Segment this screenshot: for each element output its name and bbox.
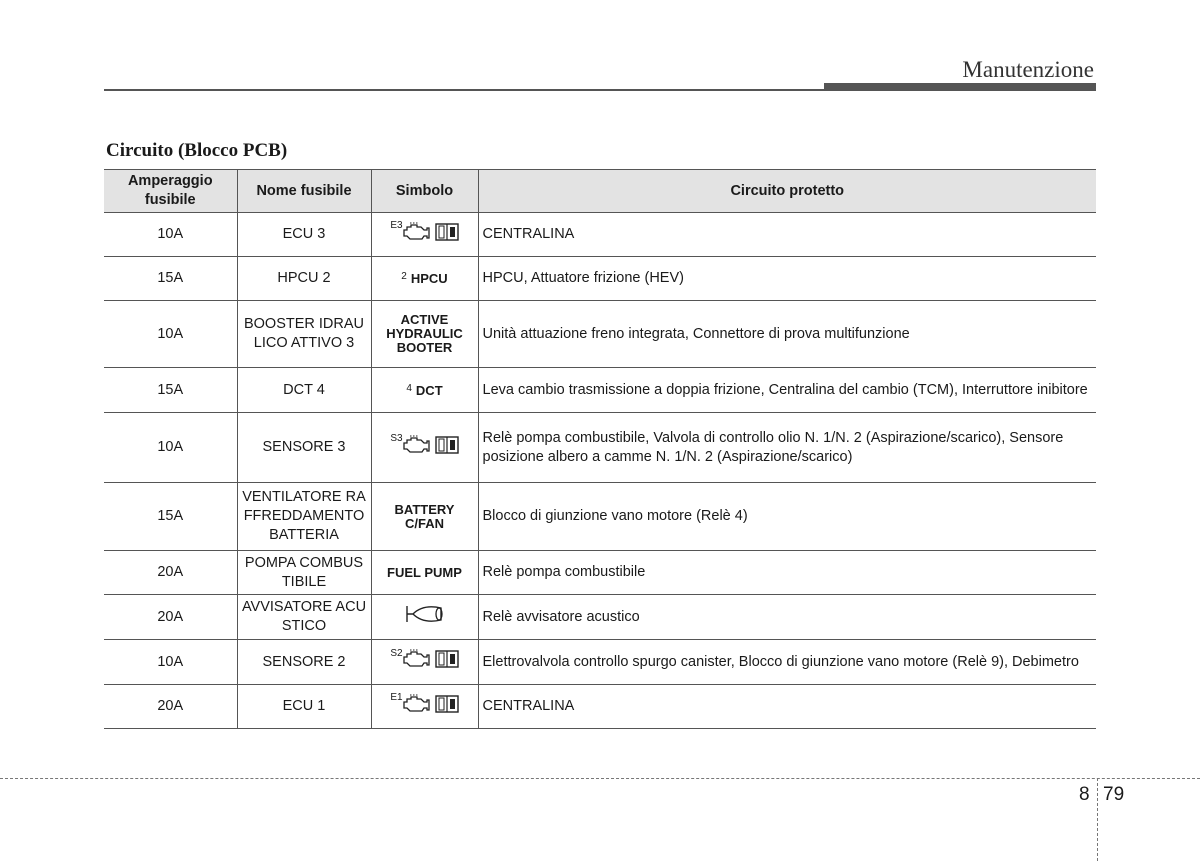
column-header-circuit: Circuito protetto	[478, 170, 1096, 213]
table-row	[104, 413, 1096, 483]
amperage-cell: 20A	[104, 685, 237, 729]
symbol-cell	[371, 685, 478, 729]
symbol-text: HPCU	[410, 271, 448, 286]
symbol-superscript: 4	[406, 382, 412, 394]
table-row	[104, 595, 1096, 640]
fuse-symbol	[376, 313, 474, 355]
table-row	[104, 685, 1096, 729]
header-rule	[104, 89, 1096, 91]
fuse-symbol	[376, 566, 474, 580]
amperage-cell: 15A	[104, 257, 237, 301]
column-header-amperage: Amperaggio fusibile	[104, 170, 237, 213]
column-header-symbol: Simbolo	[371, 170, 478, 213]
circuit-cell: Relè avvisatore acustico	[478, 595, 1096, 640]
circuit-cell: Leva cambio trasmissione a doppia frizione, Centralina del cambio (TCM), Interruttore inibitore	[478, 368, 1096, 413]
symbol-text: BATTERY C/FAN	[394, 501, 455, 531]
fuse-name-cell: ECU 1	[237, 685, 371, 729]
fuse-name-cell: HPCU 2	[237, 257, 371, 301]
amperage-cell: 15A	[104, 368, 237, 413]
symbol-code: S3	[390, 433, 403, 444]
fuse-name-cell: DCT 4	[237, 368, 371, 413]
column-header-fuse-name: Nome fusibile	[237, 170, 371, 213]
symbol-text: ACTIVE HYDRAULIC BOOTER	[386, 312, 463, 355]
fuse-symbol	[376, 381, 474, 400]
amperage-cell: 10A	[104, 640, 237, 685]
fuse-symbol	[376, 269, 474, 288]
manual-book-icon	[435, 694, 459, 720]
circuit-cell: Unità attuazione freno integrata, Connettore di prova multifunzione	[478, 301, 1096, 368]
fuse-name-cell: SENSORE 2	[237, 640, 371, 685]
symbol-cell	[371, 640, 478, 685]
fuse-symbol	[376, 435, 474, 461]
manual-book-icon	[435, 649, 459, 675]
circuit-cell: Blocco di giunzione vano motore (Relè 4)	[478, 483, 1096, 551]
symbol-text: FUEL PUMP	[387, 564, 462, 580]
table-row	[104, 640, 1096, 685]
symbol-cell	[371, 595, 478, 640]
fuse-table	[104, 169, 1096, 729]
fuse-name-cell: BOOSTER IDRAULICO ATTIVO 3	[237, 301, 371, 368]
fuse-name-cell: AVVISATORE ACUSTICO	[237, 595, 371, 640]
table-row	[104, 257, 1096, 301]
symbol-cell	[371, 483, 478, 551]
symbol-cell	[371, 213, 478, 257]
fuse-name-cell: SENSORE 3	[237, 413, 371, 483]
table-row	[104, 213, 1096, 257]
amperage-cell: 10A	[104, 213, 237, 257]
circuit-cell: HPCU, Attuatore frizione (HEV)	[478, 257, 1096, 301]
fuse-name-cell: POMPA COMBUSTIBILE	[237, 551, 371, 595]
engine-icon	[401, 435, 431, 461]
fuse-name-cell: VENTILATORE RAFFREDDAMENTO BATTERIA	[237, 483, 371, 551]
manual-book-icon	[435, 435, 459, 461]
manual-book-icon	[435, 222, 459, 248]
horn-icon	[405, 602, 445, 632]
table-row	[104, 301, 1096, 368]
symbol-code: E3	[390, 220, 403, 231]
symbol-superscript: 2	[401, 271, 407, 282]
engine-icon	[401, 222, 431, 248]
page-header-title: Manutenzione	[962, 57, 1094, 82]
amperage-cell: 20A	[104, 595, 237, 640]
fuse-symbol	[376, 602, 474, 632]
symbol-cell	[371, 301, 478, 368]
chapter-number: 8	[1079, 784, 1090, 805]
amperage-cell: 10A	[104, 301, 237, 368]
engine-icon	[401, 694, 431, 720]
symbol-text: DCT	[415, 382, 443, 398]
footer-dashed-rule	[0, 778, 1200, 779]
table-row	[104, 368, 1096, 413]
fuse-symbol	[376, 694, 474, 720]
section-title: Circuito (Blocco PCB)	[106, 140, 288, 161]
engine-icon	[401, 649, 431, 675]
circuit-cell: CENTRALINA	[478, 213, 1096, 257]
symbol-code: E1	[390, 692, 403, 703]
fuse-symbol	[376, 503, 474, 531]
symbol-cell	[371, 368, 478, 413]
symbol-code: S2	[390, 647, 403, 659]
amperage-cell: 10A	[104, 413, 237, 483]
footer-dashed-divider	[1097, 778, 1098, 861]
fuse-symbol	[376, 222, 474, 248]
page-number: 79	[1103, 784, 1125, 805]
symbol-cell	[371, 551, 478, 595]
circuit-cell: Relè pompa combustibile, Valvola di controllo olio N. 1/N. 2 (Aspirazione/scarico), Sensore posizione albero a camme N. 1/N. 2 (Aspirazione/scarico)	[478, 413, 1096, 483]
symbol-cell	[371, 257, 478, 301]
amperage-cell: 15A	[104, 483, 237, 551]
circuit-cell: Elettrovalvola controllo spurgo canister, Blocco di giunzione vano motore (Relè 9), Debimetro	[478, 640, 1096, 685]
table-header-row	[104, 170, 1096, 213]
amperage-cell: 20A	[104, 551, 237, 595]
circuit-cell: CENTRALINA	[478, 685, 1096, 729]
fuse-name-cell: ECU 3	[237, 213, 371, 257]
table-row	[104, 483, 1096, 551]
circuit-cell: Relè pompa combustibile	[478, 551, 1096, 595]
table-row	[104, 551, 1096, 595]
symbol-cell	[371, 413, 478, 483]
fuse-symbol	[376, 649, 474, 675]
